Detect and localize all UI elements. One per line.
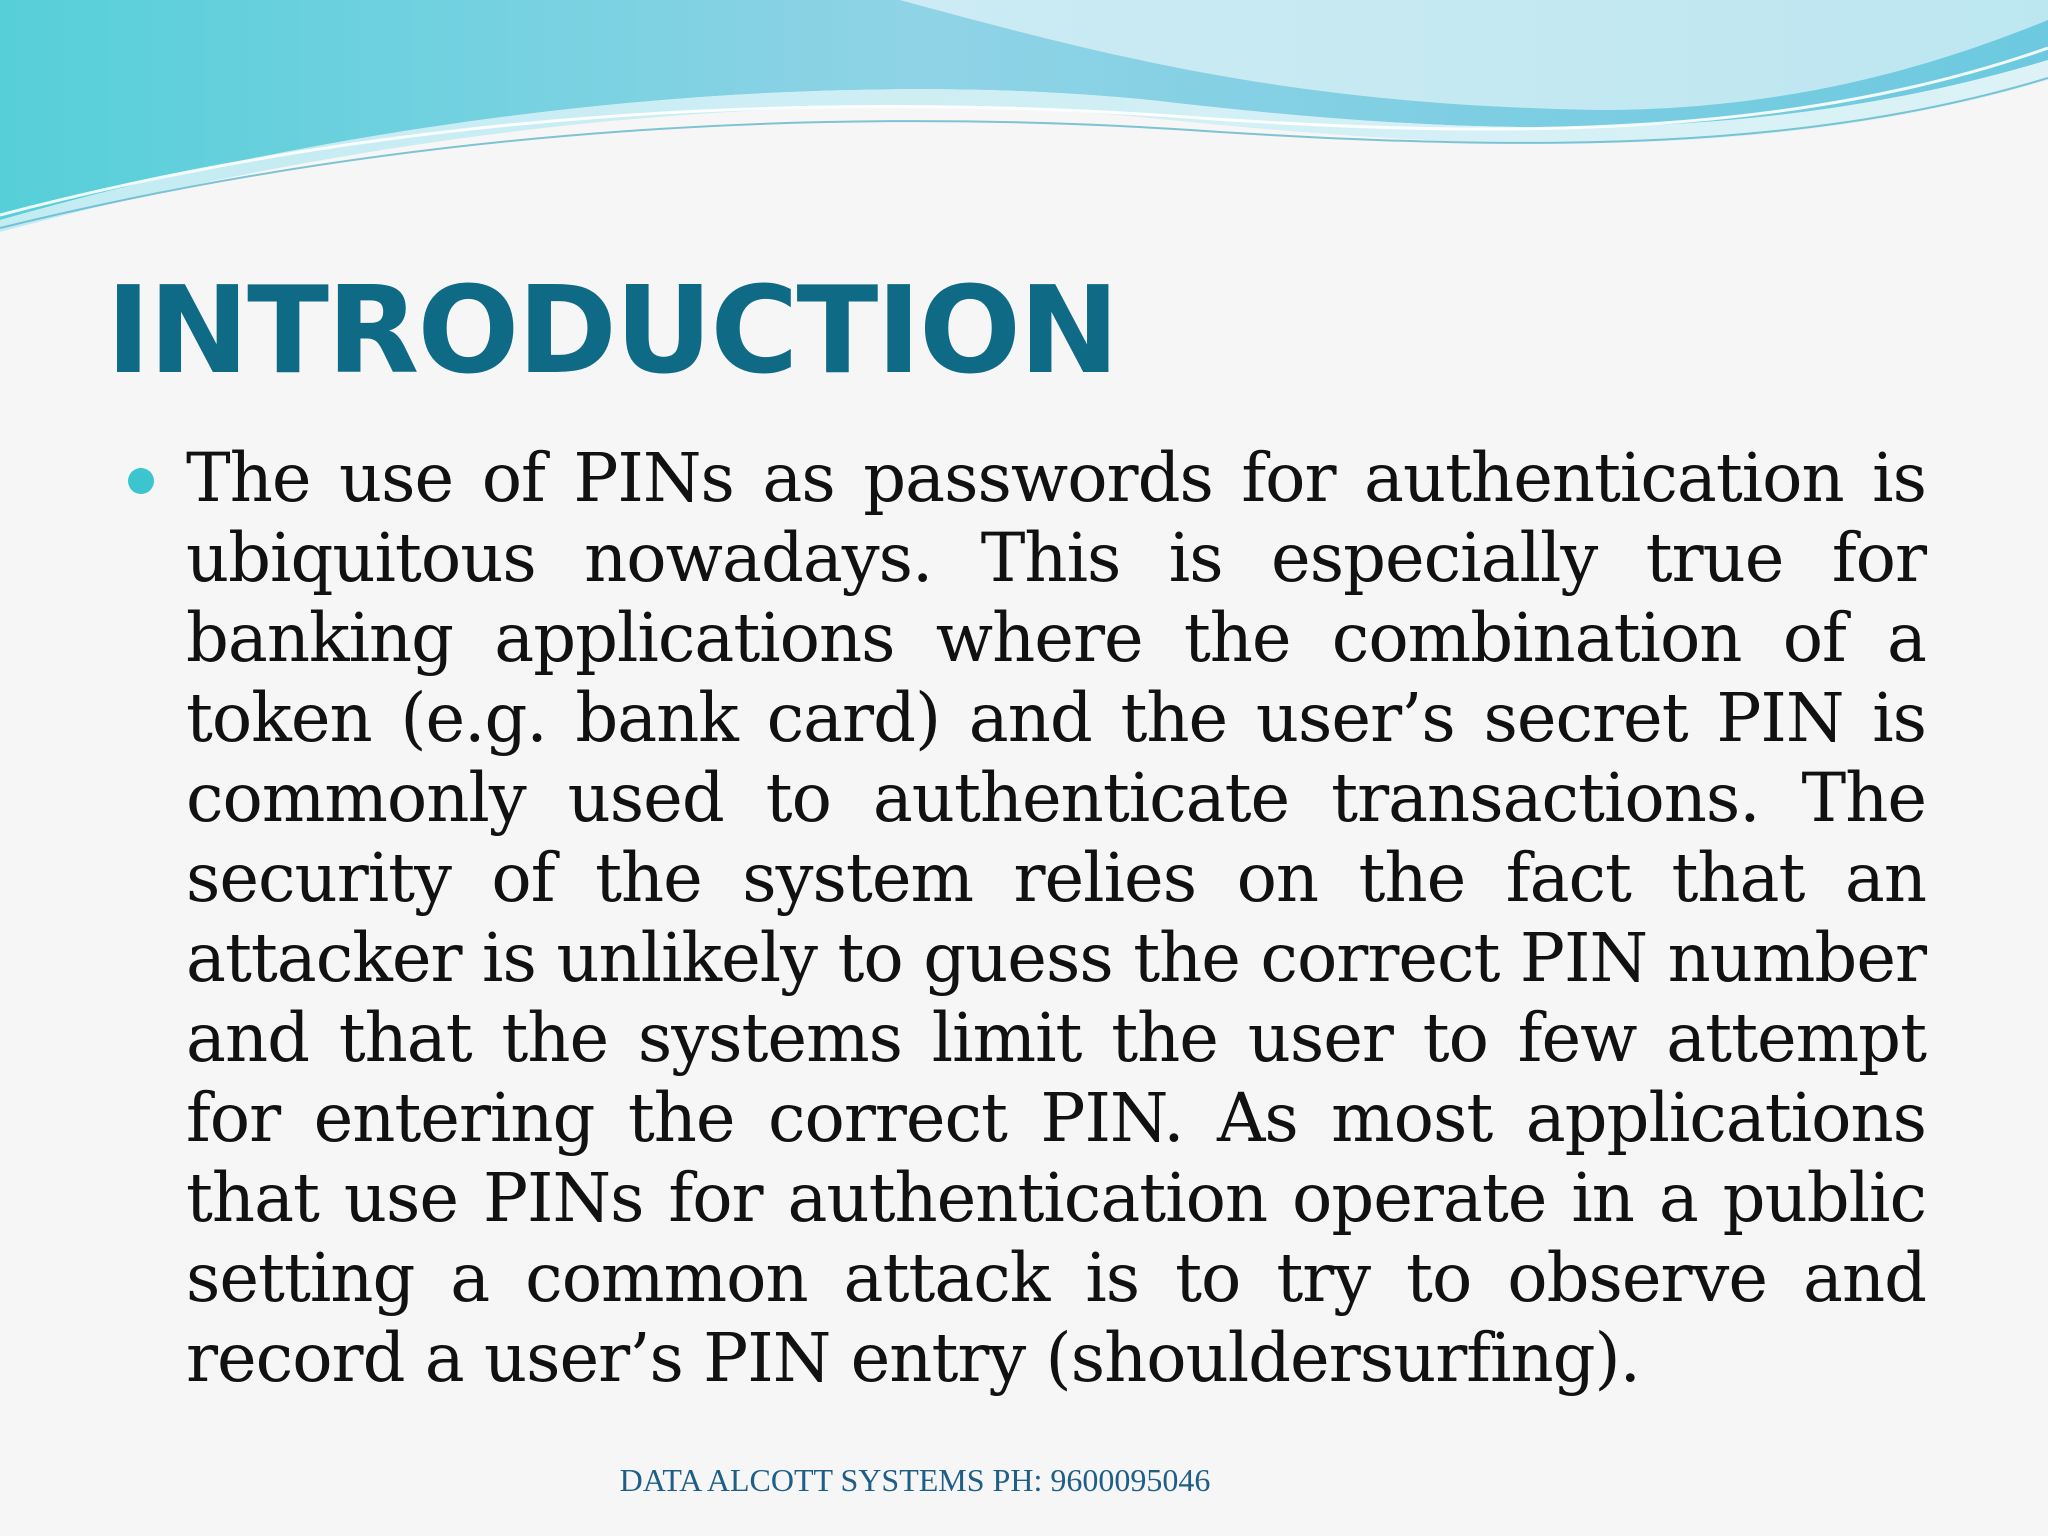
list-item [126, 438, 1926, 1398]
slide-title: INTRODUCTION [106, 262, 1118, 401]
bullet-text: The use of PINs as passwords for authentication is ubiquitous nowadays. This is especially true for banking applications where the combination of a token (e.g. bank card) and the user’s secret PIN is commonly used to authenticate transactions. The security of the system relies on the fact that an attacker is unlikely to guess the correct PIN number and that the systems limit the user to few attempt for entering the correct PIN. As most applications that use PINs for authentication operate in a public setting a common attack is to try to observe and record a user’s PIN entry (shouldersurfing). [186, 439, 1926, 1397]
bullet-dot-icon [128, 468, 154, 494]
header-wave-decoration [0, 0, 2048, 260]
bullet-list [126, 438, 1926, 1398]
footer-text: DATA ALCOTT SYSTEMS PH: 9600095046 [619, 1462, 1211, 1498]
